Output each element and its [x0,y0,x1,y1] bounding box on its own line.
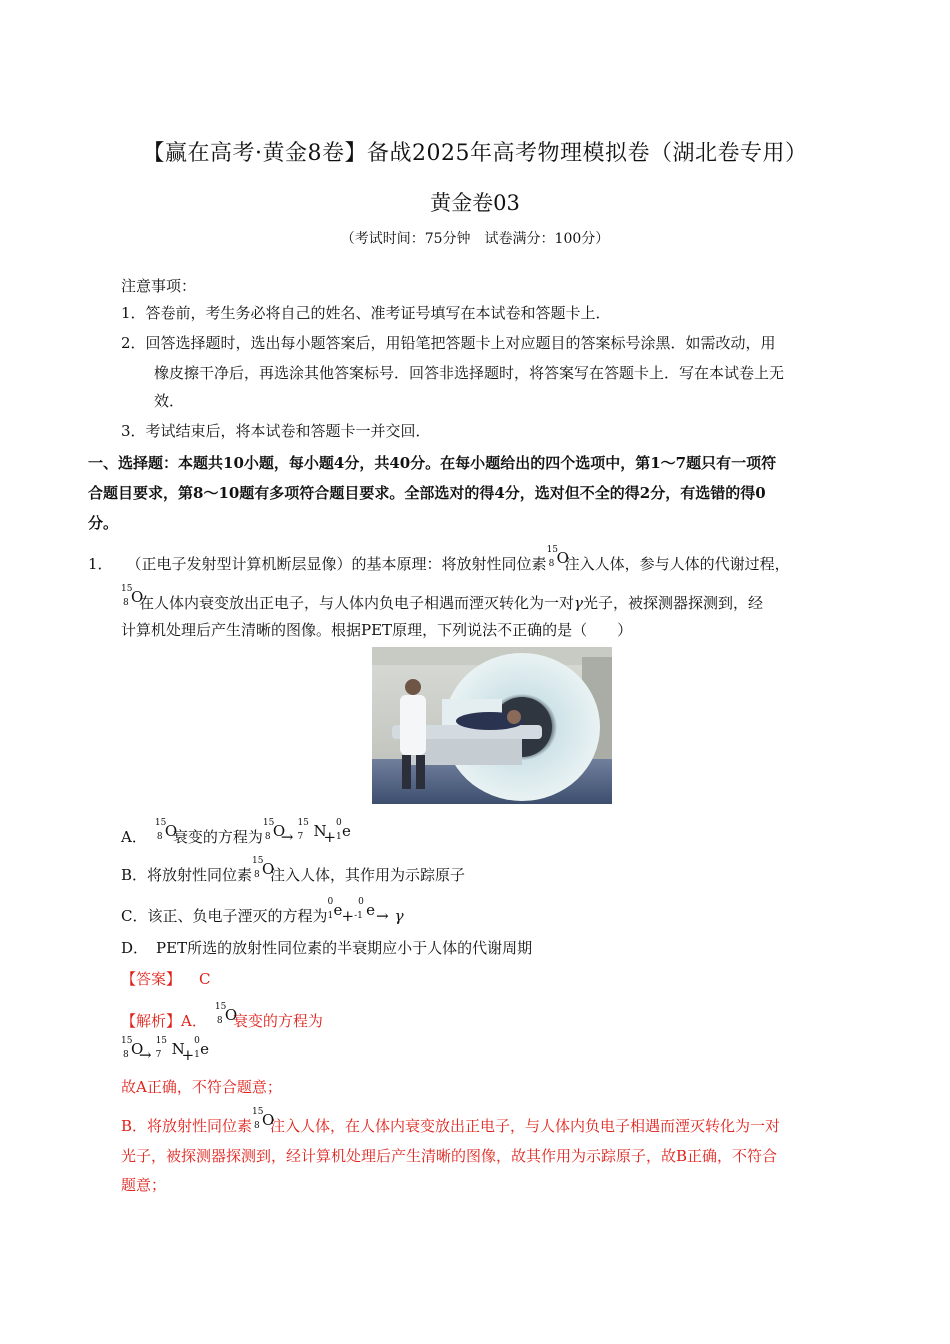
question-1-line-1 [88,545,790,575]
option-text: 衰变的方程为 [172,828,263,846]
exam-time-info: （考试时间：75分钟 试卷满分：100分） [340,231,610,247]
section-heading-line-3: 分。 [88,514,119,532]
isotope-o15: 15 8 O [252,1107,275,1131]
isotope-o15: 15 8 O [214,1002,238,1026]
isotope-o15: 15 8 O [121,1036,144,1060]
gamma-symbol: γ [574,594,583,612]
option-text: 将放射性同位素 [147,866,253,884]
question-1-line-2 [121,584,763,614]
isotope-o15: 15 8 O [252,856,275,880]
analysis-a-line [121,1002,323,1032]
positron-symbol: 0 1 e [194,1036,210,1060]
notice-item-2-line-1: 2．回答选择题时，选出每小题答案后，用铅笔把答题卡上对应题目的答案标号涂黑．如需改动，用 [121,334,776,352]
page-title: 【赢在高考·黄金8卷】备战2025年高考物理模拟卷（湖北卷专用） [142,141,808,166]
question-number: 1． [88,555,113,573]
isotope-o15: 15 8 O [121,584,144,608]
option-label: D． [121,939,149,957]
analysis-b-line-2: 光子，被探测器探测到，经计算机处理后产生清晰的图像，故其作用为示踪原子，故B正确，不符合 [121,1147,778,1165]
analysis-text: 注入人体，在人体内衰变放出正电子，与人体内负电子相遇而湮灭转化为一对 [270,1117,781,1135]
plus-symbol: + [341,907,355,925]
analysis-text: B．将放射性同位素 [121,1117,253,1135]
section-heading-line-1: 一、选择题：本题共10小题，每小题4分，共40分。在每小题给出的四个选项中，第1～7题只有一项符 [88,454,777,472]
option-text: 注入人体，其作用为示踪原子 [270,866,466,884]
plus-symbol: + [181,1046,195,1064]
stem-text: 计算机处理后产生清晰的图像。根据 [121,621,362,639]
option-text: 该正、负电子湮灭的方程为 [147,907,328,925]
answer-value: C [199,970,211,988]
arrow-symbol: → [376,907,389,925]
pet-label: PET [156,939,188,957]
notice-item-3: 3．考试结束后，将本试卷和答题卡一并交回． [121,422,431,440]
stem-text: 光子，被探测器探测到，经 [582,594,763,612]
stem-text: 在人体内衰变放出正电子，与人体内负电子相遇而湮灭转化为一对 [139,594,575,612]
answer-line [121,968,211,990]
answer-label: 【答案】 [121,970,182,988]
option-label: B． [121,866,148,884]
notice-item-1: 1．答卷前，考生务必将自己的姓名、准考证号填写在本试卷和答题卡上． [121,304,611,322]
isotope-n15: 15 7 N [297,818,327,842]
analysis-text: 衰变的方程为 [232,1012,323,1030]
option-d [121,937,532,959]
notice-item-2-line-2: 橡皮擦干净后，再选涂其他答案标号．回答非选择题时，将答案写在答题卡上．写在本试卷上无 [154,364,785,382]
isotope-n15: 15 7 N [155,1036,185,1060]
option-b [121,856,466,886]
isotope-o15: 15 8 O [262,818,286,842]
gamma-symbol: γ [394,907,404,925]
option-label: A． [121,828,147,846]
page-subtitle: 黄金卷03 [430,191,520,215]
positron-symbol: 0 1 e [336,818,351,842]
option-c [121,897,404,927]
question-1-line-3 [121,619,632,641]
isotope-o15: 15 8 O [546,545,569,569]
plus-symbol: + [323,828,337,846]
analysis-b-line-3: 题意； [121,1176,167,1194]
notice-heading: 注意事项： [121,277,197,295]
stem-text: （正电子发射型计算机断层显像）的基本原理：将放射性同位素 [126,555,547,573]
stem-text: 注入人体，参与人体的代谢过程， [564,555,790,573]
arrow-symbol: → [139,1046,152,1064]
arrow-symbol: → [280,828,294,846]
electron-symbol: 0 -1 e [354,897,375,921]
analysis-equation [121,1036,210,1066]
section-heading-line-2: 合题目要求，第8～10题有多项符合题目要求。全部选对的得4分，选对但不全的得2分，有选错的得0 [88,484,766,502]
option-text: 所选的放射性同位素的半衰期应小于人体的代谢周期 [187,939,533,957]
analysis-a-conclusion: 故A正确，不符合题意； [121,1078,282,1096]
pet-scanner-photo [372,647,612,804]
option-a [121,818,351,848]
stem-text: 原理，下列说法不正确的是（ ） [392,621,633,639]
notice-item-2-line-3: 效． [154,392,185,410]
isotope-o15: 15 8 O [154,818,178,842]
analysis-label: 【解析】 [121,1012,182,1030]
positron-symbol: 0 1 e [327,897,343,921]
analysis-b-line-1 [121,1107,781,1137]
pet-label: PET [361,621,393,639]
analysis-a-label: A． [181,1012,207,1030]
option-label: C． [121,907,148,925]
